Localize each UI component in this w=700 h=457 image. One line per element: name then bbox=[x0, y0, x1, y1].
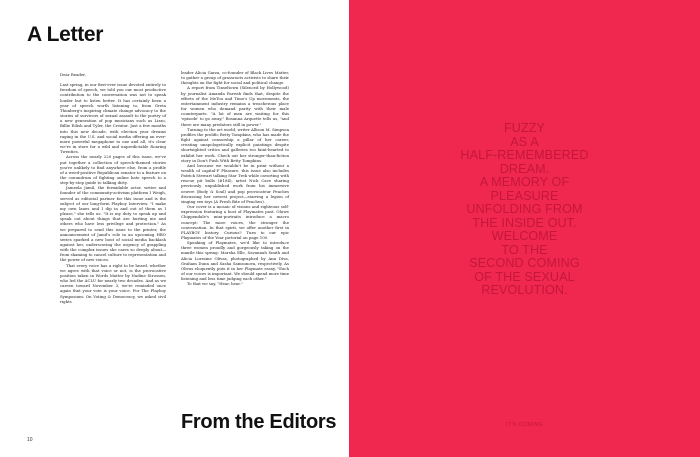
manifesto-line: THE INSIDE OUT. bbox=[472, 215, 577, 230]
letter-paragraph: leader Alicia Garza, co-founder of Black Lives Matter, to gather a group of grassroots activists to share their thoughts on the fight for social and political change. bbox=[181, 70, 289, 86]
letter-paragraph: And because we wouldn't be in print without a wealth of capital-F Pleasure, this issue also includes Patrick Stewart talking Star Trek while cavorting with rescue pit bulls (#184), artist Nick Cave sharing previously unpublished work from his immersive oeuvre (Body & Soul) and pop provocateur Peaches discussing her newest project—starring a legion of singing sex toys (A Fresh Bite of Peaches). bbox=[181, 162, 289, 204]
letter-paragraph: Across the nearly 220 pages of this issue, we've put together a collection of speech-themed stories you're unlikely to find anywhere else, from a profile of a weed-positive Republican senator to a feature on the conundrum of fighting online hate speech to a step-by-step guide to talking dirty. bbox=[60, 154, 166, 186]
letter-headline: A Letter bbox=[27, 23, 104, 46]
letter-paragraph: Our cover is a mosaic of visions and righteous self-expression featuring a host of Playmates past. Oluwe Chippendale's mini-portraits introduce a macro concept: The more voices, the stronger the conversation. In that spirit, we offer another first in PLAYBOY history. Curious? Turn to our epic Playmates of the Year pictorial on page 100. bbox=[181, 204, 289, 240]
page-number: 10 bbox=[27, 437, 33, 443]
letter-signoff: To that we say, "Hear, hear." bbox=[187, 281, 243, 287]
from-the-editors-title: From the Editors bbox=[181, 411, 337, 433]
letter-paragraph: Turning to the art world, writer Allison M. Simpson profiles the prolific Betty Tompkins, who has made the fight against censorship a pillar of her career, creating unapologetically explicit paintings despite shortsighted critics and galleries too faint-hearted to exhibit her work. Check out her stronger-than-fiction story in Don't Push With Betty Tompkins. bbox=[181, 126, 289, 163]
manifesto-line: HALF-REMEMBERED bbox=[460, 148, 589, 162]
letter-paragraph: A report from Tinseltown (Silenced by Hollywood) by journalist Amanda Parrish finds that, despite the efforts of the MeToo and Time's Up movements, the entertainment industry remains a treacherous place for women who demand parity with their male counterparts. "A lot of men are waiting for this 'episode' to go away," Rosanna Arquette tells us, "and there are many predators still in power." bbox=[181, 85, 289, 127]
manifesto-text bbox=[349, 122, 700, 298]
manifesto-line: PLEASURE bbox=[490, 188, 559, 203]
manifesto-line: TO THE bbox=[501, 242, 548, 257]
letter-paragraph: That every voice has a right to be heard, whether we agree with that voice or not, is the provocative position taken in Words Matter by Nadine Strossen, who led the ACLU for nearly two decades. And as we careen toward November 3, we're reminded once again that your vote is your voice. For The Playboy Symposium: On Voting & Democracy, we asked civil rights bbox=[60, 262, 166, 304]
manifesto-line: UNFOLDING FROM bbox=[466, 202, 583, 216]
manifesto-line: SECOND COMING bbox=[469, 256, 580, 270]
manifesto-line: WELCOME bbox=[491, 229, 558, 243]
manifesto-line: REVOLUTION. bbox=[481, 283, 568, 297]
letter-column-1 bbox=[60, 72, 166, 304]
letter-column-2 bbox=[181, 70, 289, 287]
manifesto-line: AS A bbox=[510, 134, 539, 149]
its-coming-tagline: IT'S COMING bbox=[505, 422, 544, 428]
letter-paragraph: Speaking of Playmates, we'd like to introduce three women proudly and gorgeously taking on the mantle this spring: Marsha Elle, Savannah Smith and Alicia Lorraine Olivas, photographed by Ann Diva, Graham Dunn and Sasha Samsonova, respectively. As Olivas eloquently puts it in her Playmate essay, "Each of our voices is important. We should spend more time listening and less time judging each other." bbox=[181, 240, 289, 282]
manifesto-line: FUZZY bbox=[503, 121, 546, 135]
letter-paragraph: Jameela Jamil, the formidable actor, writer and founder of the community-activism platform I Weigh, served as editorial partner for this issue and is the subject of our long-form Playboy Interview. "I make my own lanes and I dip in and out of them as I please," she tells us. "It is my duty to speak up and speak out about things that are hurting me and others who have less privilege and protection." As we prepared to send this issue to the printer, the announcement of Jamil's role in an upcoming HBO series sparked a new bout of social media backlash against her, underscoring the urgency of grappling with the complex issues she cares so deeply about—from shaming to cancel culture to representation and the power of new voices. bbox=[60, 185, 166, 263]
manifesto-line: DREAM. bbox=[499, 161, 550, 176]
right-page-red-panel bbox=[349, 0, 700, 457]
manifesto-line: A MEMORY OF bbox=[479, 175, 570, 189]
manifesto-line: OF THE SEXUAL bbox=[474, 269, 575, 284]
left-page bbox=[0, 0, 349, 457]
salutation: Dear Reader, bbox=[60, 72, 86, 77]
letter-paragraph: Last spring, in our first-ever issue devoted entirely to freedom of speech, we told you our most productive contribution to the conversation was not to speak louder but to listen better. It has certainly been a year of speech worth listening to, from Greta Thunberg's inspiring climate change advocacy to the stories of survivors of sexual assault to the poetry of a new generation of pop musicians such as Lizzo, Billie Eilish and Tyler, the Creator. Just a few months into this new decade, with election year dreams raging in the U.S. and social media offering an ever-more powerful megaphone to one and all, it's clear we're in store for a wild and unpredictable Roaring Twenties. bbox=[60, 82, 166, 155]
